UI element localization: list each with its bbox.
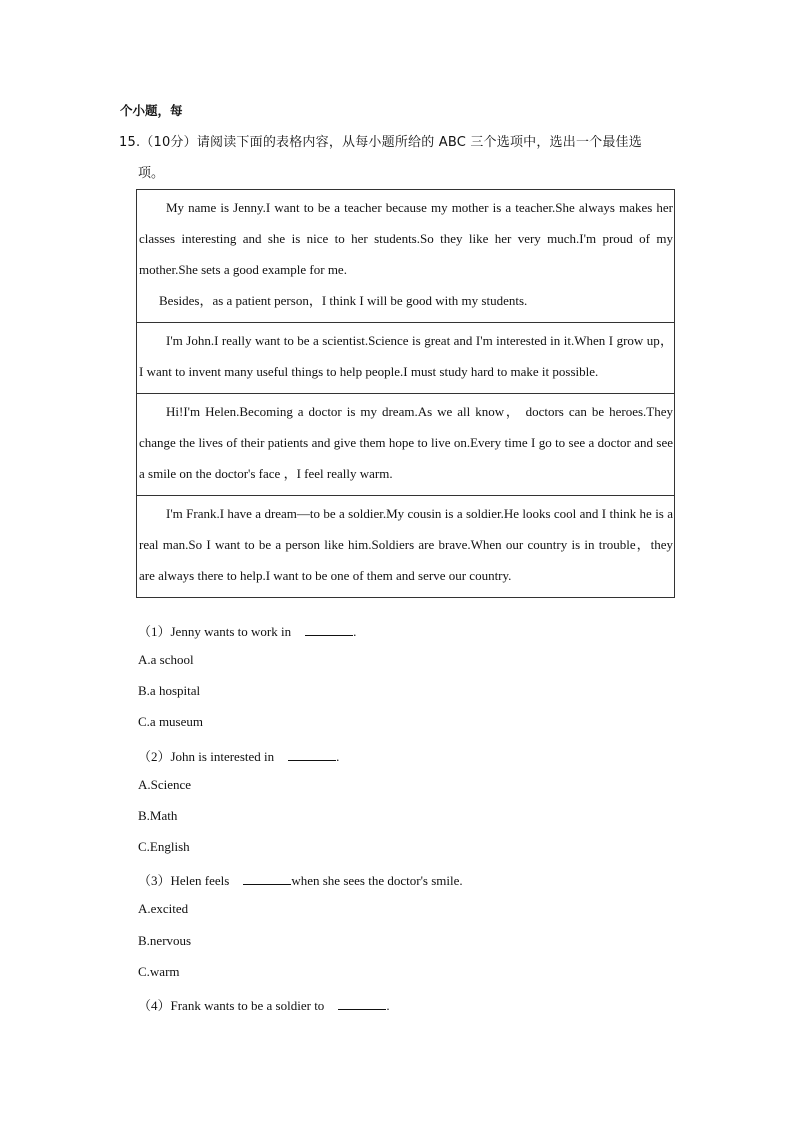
option-a: A.Science xyxy=(138,777,192,792)
passage-row-jenny xyxy=(137,190,675,323)
passage-paragraph: My name is Jenny.I want to be a teacher because my mother is a teacher.She always makes her classes interesting and she is nice to her students.So they like her very much.I'm proud of my mother.She sets a good example for me. xyxy=(139,200,673,277)
question-instruction-continued: 项。 xyxy=(138,166,165,181)
passage-cell xyxy=(137,323,675,394)
passage-cell xyxy=(137,190,675,323)
subquestion-4 xyxy=(138,995,390,1014)
passage-cell xyxy=(137,496,675,598)
subquestion-stem: （1）Jenny wants to work in xyxy=(138,624,292,639)
section-heading-fragment: 个小题，每 xyxy=(120,103,183,118)
option-b: B.Math xyxy=(138,808,178,823)
answer-blank xyxy=(288,749,336,761)
option-c: C.warm xyxy=(138,964,180,979)
subquestion-2 xyxy=(138,746,339,765)
subquestion-stem-end: when she sees the doctor's smile. xyxy=(291,873,463,888)
passage-row-frank xyxy=(137,496,675,598)
option-a: A.excited xyxy=(138,901,189,916)
subquestion-3 xyxy=(138,870,463,889)
answer-blank xyxy=(338,998,386,1010)
passage-paragraph: I'm John.I really want to be a scientist.Science is great and I'm interested in it.When I grow up，I want to invent many useful things to help people.I must study hard to make it possible. xyxy=(139,333,673,379)
subquestion-stem-end: . xyxy=(353,624,357,639)
subquestion-stem-end: . xyxy=(386,998,390,1013)
option-c: C.a museum xyxy=(138,714,203,729)
passage-paragraph: I'm Frank.I have a dream—to be a soldier.My cousin is a soldier.He looks cool and I think he is a real man.So I want to be a person like him.Soldiers are brave.When our country is in trouble，they are always there to help.I want to be one of them and serve our country. xyxy=(139,506,673,583)
passage-row-john xyxy=(137,323,675,394)
subquestion-1 xyxy=(138,621,356,640)
subquestion-stem: （4）Frank wants to be a soldier to xyxy=(138,998,325,1013)
answer-blank xyxy=(305,624,353,636)
subquestion-stem: （3）Helen feels xyxy=(138,873,230,888)
question-instruction: 15.（10分）请阅读下面的表格内容，从每小题所给的 ABC 三个选项中，选出一个最佳选 xyxy=(119,135,642,150)
option-b: B.nervous xyxy=(138,933,192,948)
option-b: B.a hospital xyxy=(138,683,201,698)
passage-row-helen xyxy=(137,394,675,496)
passage-paragraph: Besides，as a patient person，I think I will be good with my students. xyxy=(159,293,528,308)
option-a: A.a school xyxy=(138,652,194,667)
answer-blank xyxy=(243,873,291,885)
passage-paragraph: Hi!I'm Helen.Becoming a doctor is my dream.As we all know， doctors can be heroes.They change the lives of their patients and give them hope to live on.Every time I go to see a doctor and see a smile on the doctor's face ，I feel really warm. xyxy=(139,404,673,481)
option-c: C.English xyxy=(138,839,190,854)
subquestion-stem-end: . xyxy=(336,749,340,764)
subquestion-stem: （2）John is interested in xyxy=(138,749,275,764)
passage-cell xyxy=(137,394,675,496)
passage-table xyxy=(136,189,675,598)
